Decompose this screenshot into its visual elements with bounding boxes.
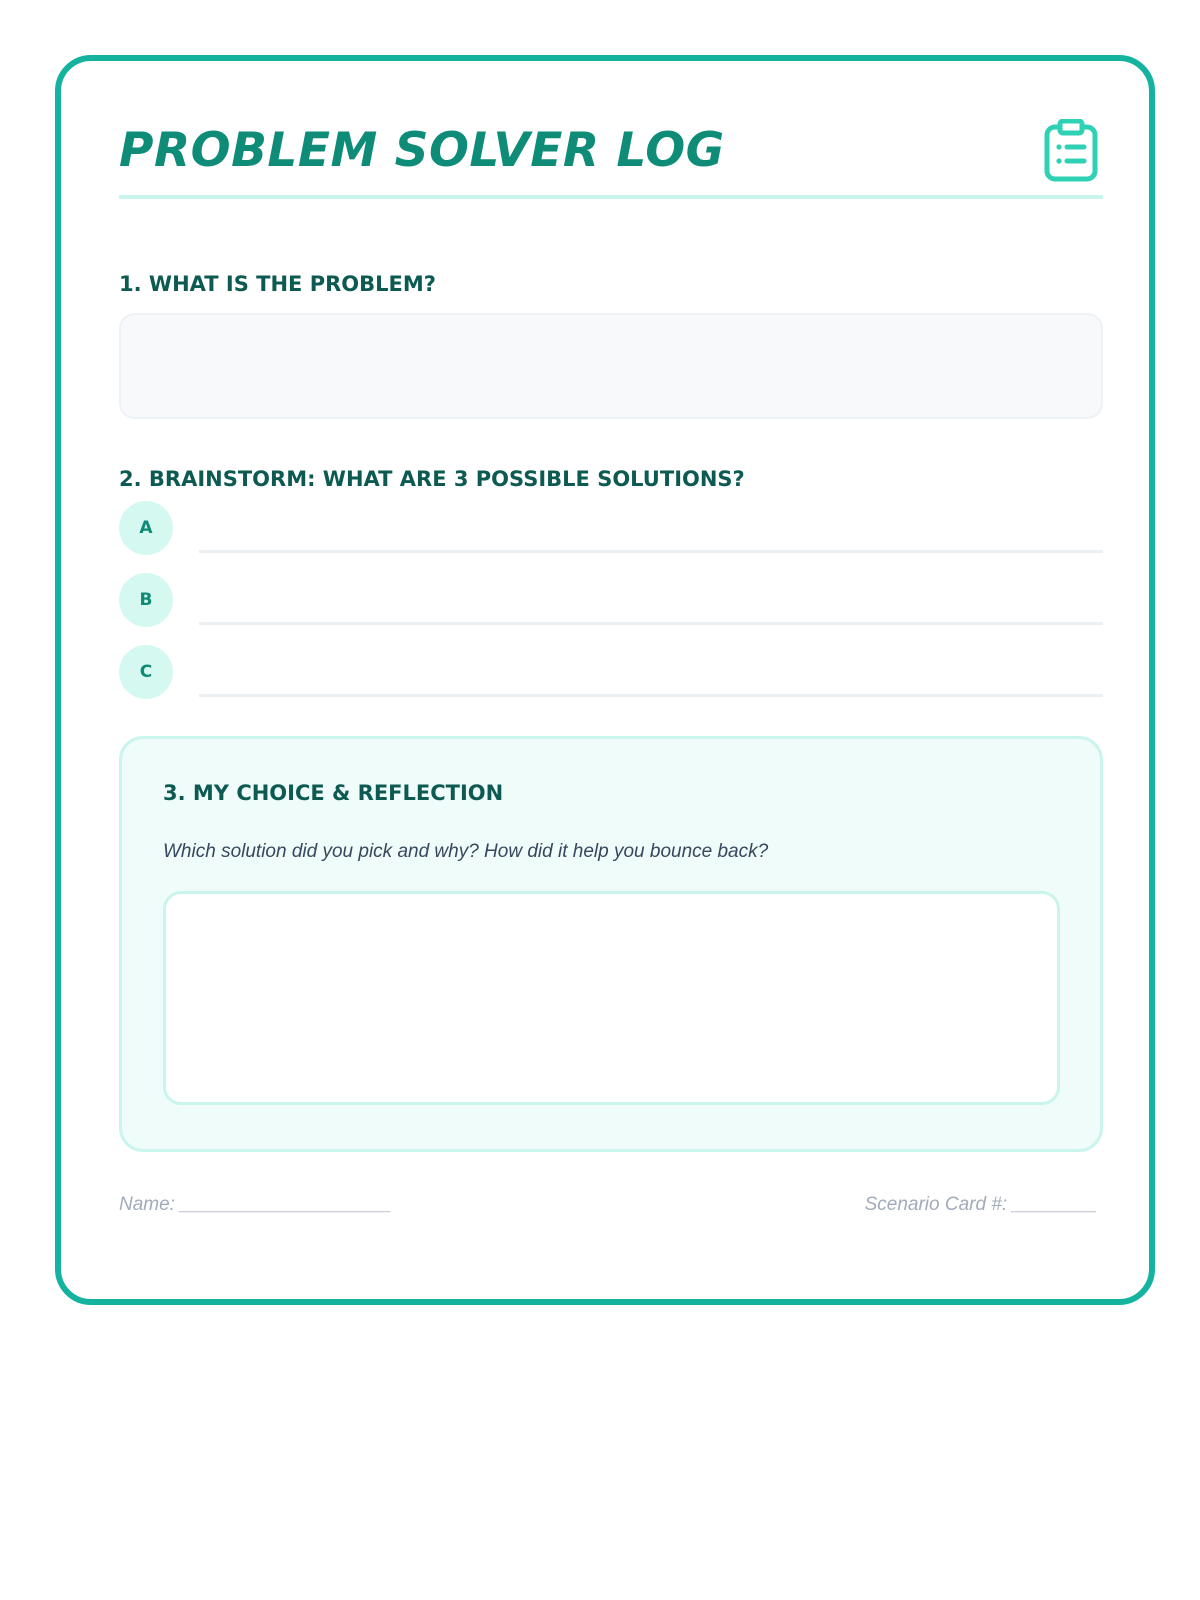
worksheet-header: [119, 119, 1103, 199]
solution-row-a: [119, 501, 1103, 557]
clipboard-list-icon: [1043, 119, 1099, 183]
problem-heading: 1. WHAT IS THE PROBLEM?: [119, 272, 436, 296]
scenario-card-field[interactable]: Scenario Card #: ________: [864, 1194, 1097, 1215]
solution-row-b: [119, 573, 1103, 629]
solution-answer-line[interactable]: [199, 622, 1103, 625]
solution-answer-line[interactable]: [199, 694, 1103, 697]
solution-answer-line[interactable]: [199, 550, 1103, 553]
worksheet-card: [55, 55, 1155, 1305]
problem-answer-field[interactable]: [119, 313, 1103, 419]
solution-badge: A: [119, 501, 173, 555]
brainstorm-heading: 2. BRAINSTORM: WHAT ARE 3 POSSIBLE SOLUTIONS?: [119, 467, 745, 491]
reflection-prompt: Which solution did you pick and why? How did it help you bounce back?: [163, 841, 769, 862]
worksheet-title: PROBLEM SOLVER LOG: [119, 123, 725, 178]
solution-row-c: [119, 645, 1103, 701]
solution-badge: C: [119, 645, 173, 699]
reflection-answer-field[interactable]: [163, 891, 1060, 1105]
name-field[interactable]: Name: ____________________: [119, 1194, 392, 1215]
reflection-heading: 3. MY CHOICE & REFLECTION: [163, 781, 504, 805]
reflection-panel: [119, 736, 1103, 1152]
solution-badge: B: [119, 573, 173, 627]
